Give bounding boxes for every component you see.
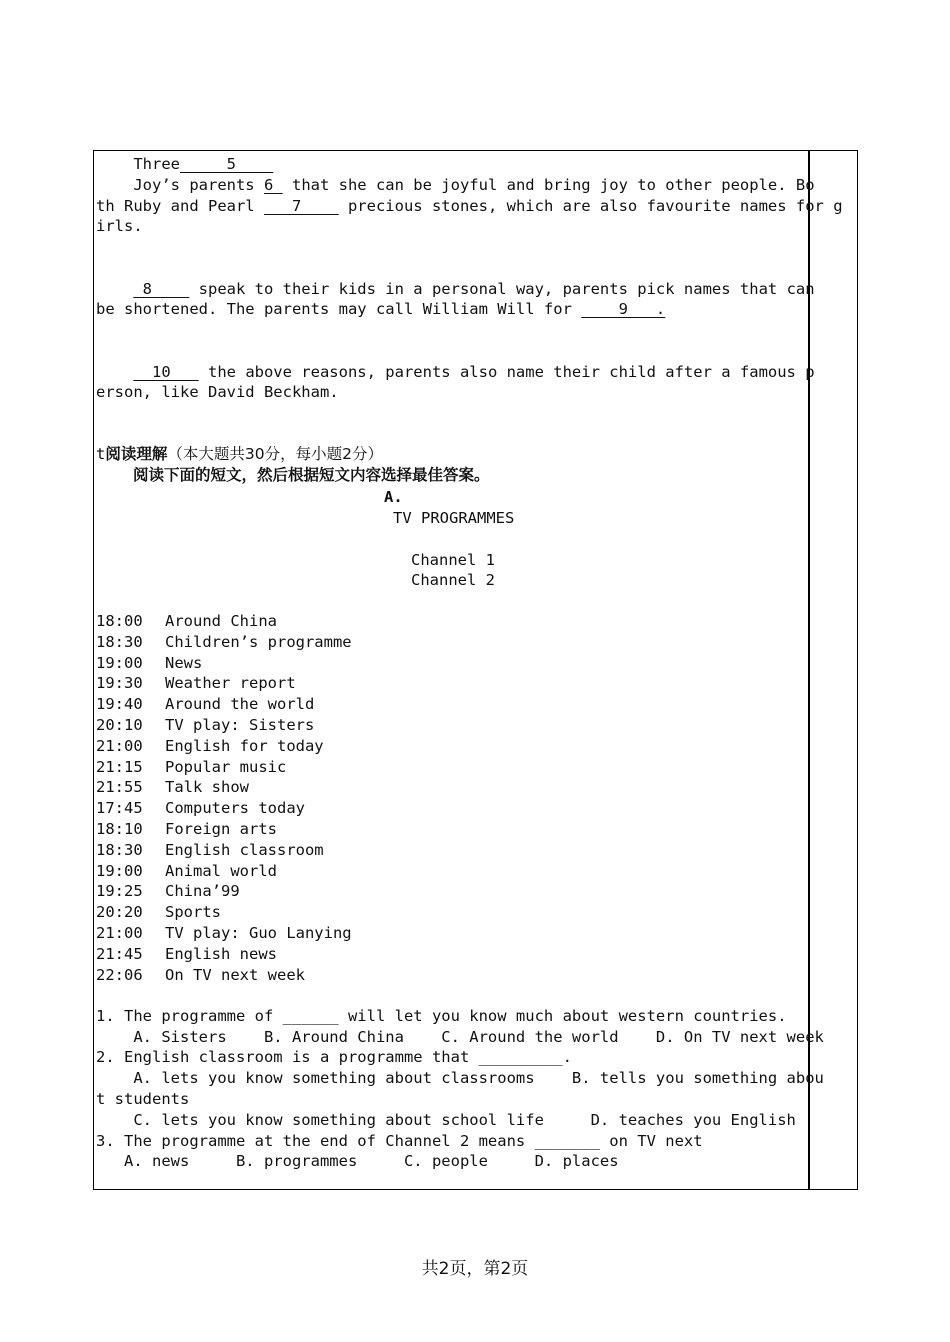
passage-line-5: 8 speak to their kids in a personal way, parents pick names that can — [133, 280, 815, 298]
passage-line-2: Joy’s parents 6 that she can be joyful and bring joy to other people. Bo — [96, 176, 815, 194]
question-2: 2. English classroom is a programme that _________. — [96, 1048, 572, 1066]
blank-5: 5 — [180, 155, 274, 173]
schedule-row: 19:30 Weather report — [96, 674, 296, 693]
blank-9: 9 . — [581, 300, 666, 318]
schedule-row: 19:40 Around the world — [96, 695, 315, 714]
tv-schedule — [96, 611, 352, 985]
schedule-row: 18:30 English classroom — [96, 840, 324, 859]
schedule-row: 21:00 English for today — [96, 736, 324, 755]
schedule-row: 19:00 News — [96, 653, 203, 672]
schedule-row: 19:25 China’99 — [96, 882, 240, 901]
question-2-options-b: t students — [96, 1090, 190, 1108]
schedule-row: 20:20 Sports — [96, 903, 221, 922]
passage-line-4: irls. — [96, 217, 143, 235]
question-2-options-a: A. lets you know something about classrooms B. tells you something abou — [96, 1069, 824, 1087]
passage-a-label: A. — [384, 488, 403, 506]
section-heading: t阅读理解（本大题共30分，每小题2分） — [96, 445, 383, 463]
schedule-row: 21:15 Popular music — [96, 757, 287, 776]
passage-line-1: Three 5 — [96, 155, 274, 173]
passage-line-3: th Ruby and Pearl 7 precious stones, which are also favourite names for g — [96, 197, 843, 215]
passage-line-8: erson, like David Beckham. — [96, 383, 339, 401]
schedule-row: 19:00 Animal world — [96, 861, 277, 880]
blank-8: 8 — [133, 280, 190, 298]
question-1: 1. The programme of ______ will let you know much about western countries. — [96, 1007, 787, 1025]
schedule-row: 20:10 TV play: Sisters — [96, 715, 315, 734]
schedule-row: 21:55 Talk show — [96, 778, 249, 797]
passage-a-title: TV PROGRAMMES — [393, 509, 515, 527]
section-title: 阅读理解 — [105, 445, 168, 463]
schedule-row: 21:45 English news — [96, 944, 277, 963]
page-footer: 共2页，第2页 — [421, 1259, 529, 1279]
question-3-options: A. news B. programmes C. people D. places — [96, 1152, 619, 1170]
blank-7: 7 — [263, 197, 339, 215]
blank-10: 10 — [133, 363, 199, 381]
schedule-row: 17:45 Computers today — [96, 799, 305, 818]
channel-2-label: Channel 2 — [411, 571, 495, 589]
section-note: （本大题共30分，每小题2分） — [167, 445, 383, 463]
question-2-options-c: C. lets you know something about school life D. teaches you English — [96, 1111, 796, 1129]
schedule-row: 18:10 Foreign arts — [96, 819, 277, 838]
question-1-options: A. Sisters B. Around China C. Around the world D. On TV next week — [96, 1028, 824, 1046]
question-3: 3. The programme at the end of Channel 2 means _______ on TV next — [96, 1132, 703, 1150]
blank-6: 6 — [263, 176, 283, 194]
section-instruction: 阅读下面的短文，然后根据短文内容选择最佳答案。 — [133, 466, 490, 484]
schedule-row: 21:00 TV play: Guo Lanying — [96, 923, 352, 942]
passage-line-6: be shortened. The parents may call William Will for 9 . — [96, 300, 666, 318]
channel-1-label: Channel 1 — [411, 551, 495, 569]
passage-line-7: 10 the above reasons, parents also name their child after a famous p — [133, 363, 815, 381]
schedule-row: 22:06 On TV next week — [96, 965, 305, 984]
schedule-row: 18:00 Around China — [96, 612, 277, 630]
schedule-row: 18:30 Children’s programme — [96, 632, 352, 651]
